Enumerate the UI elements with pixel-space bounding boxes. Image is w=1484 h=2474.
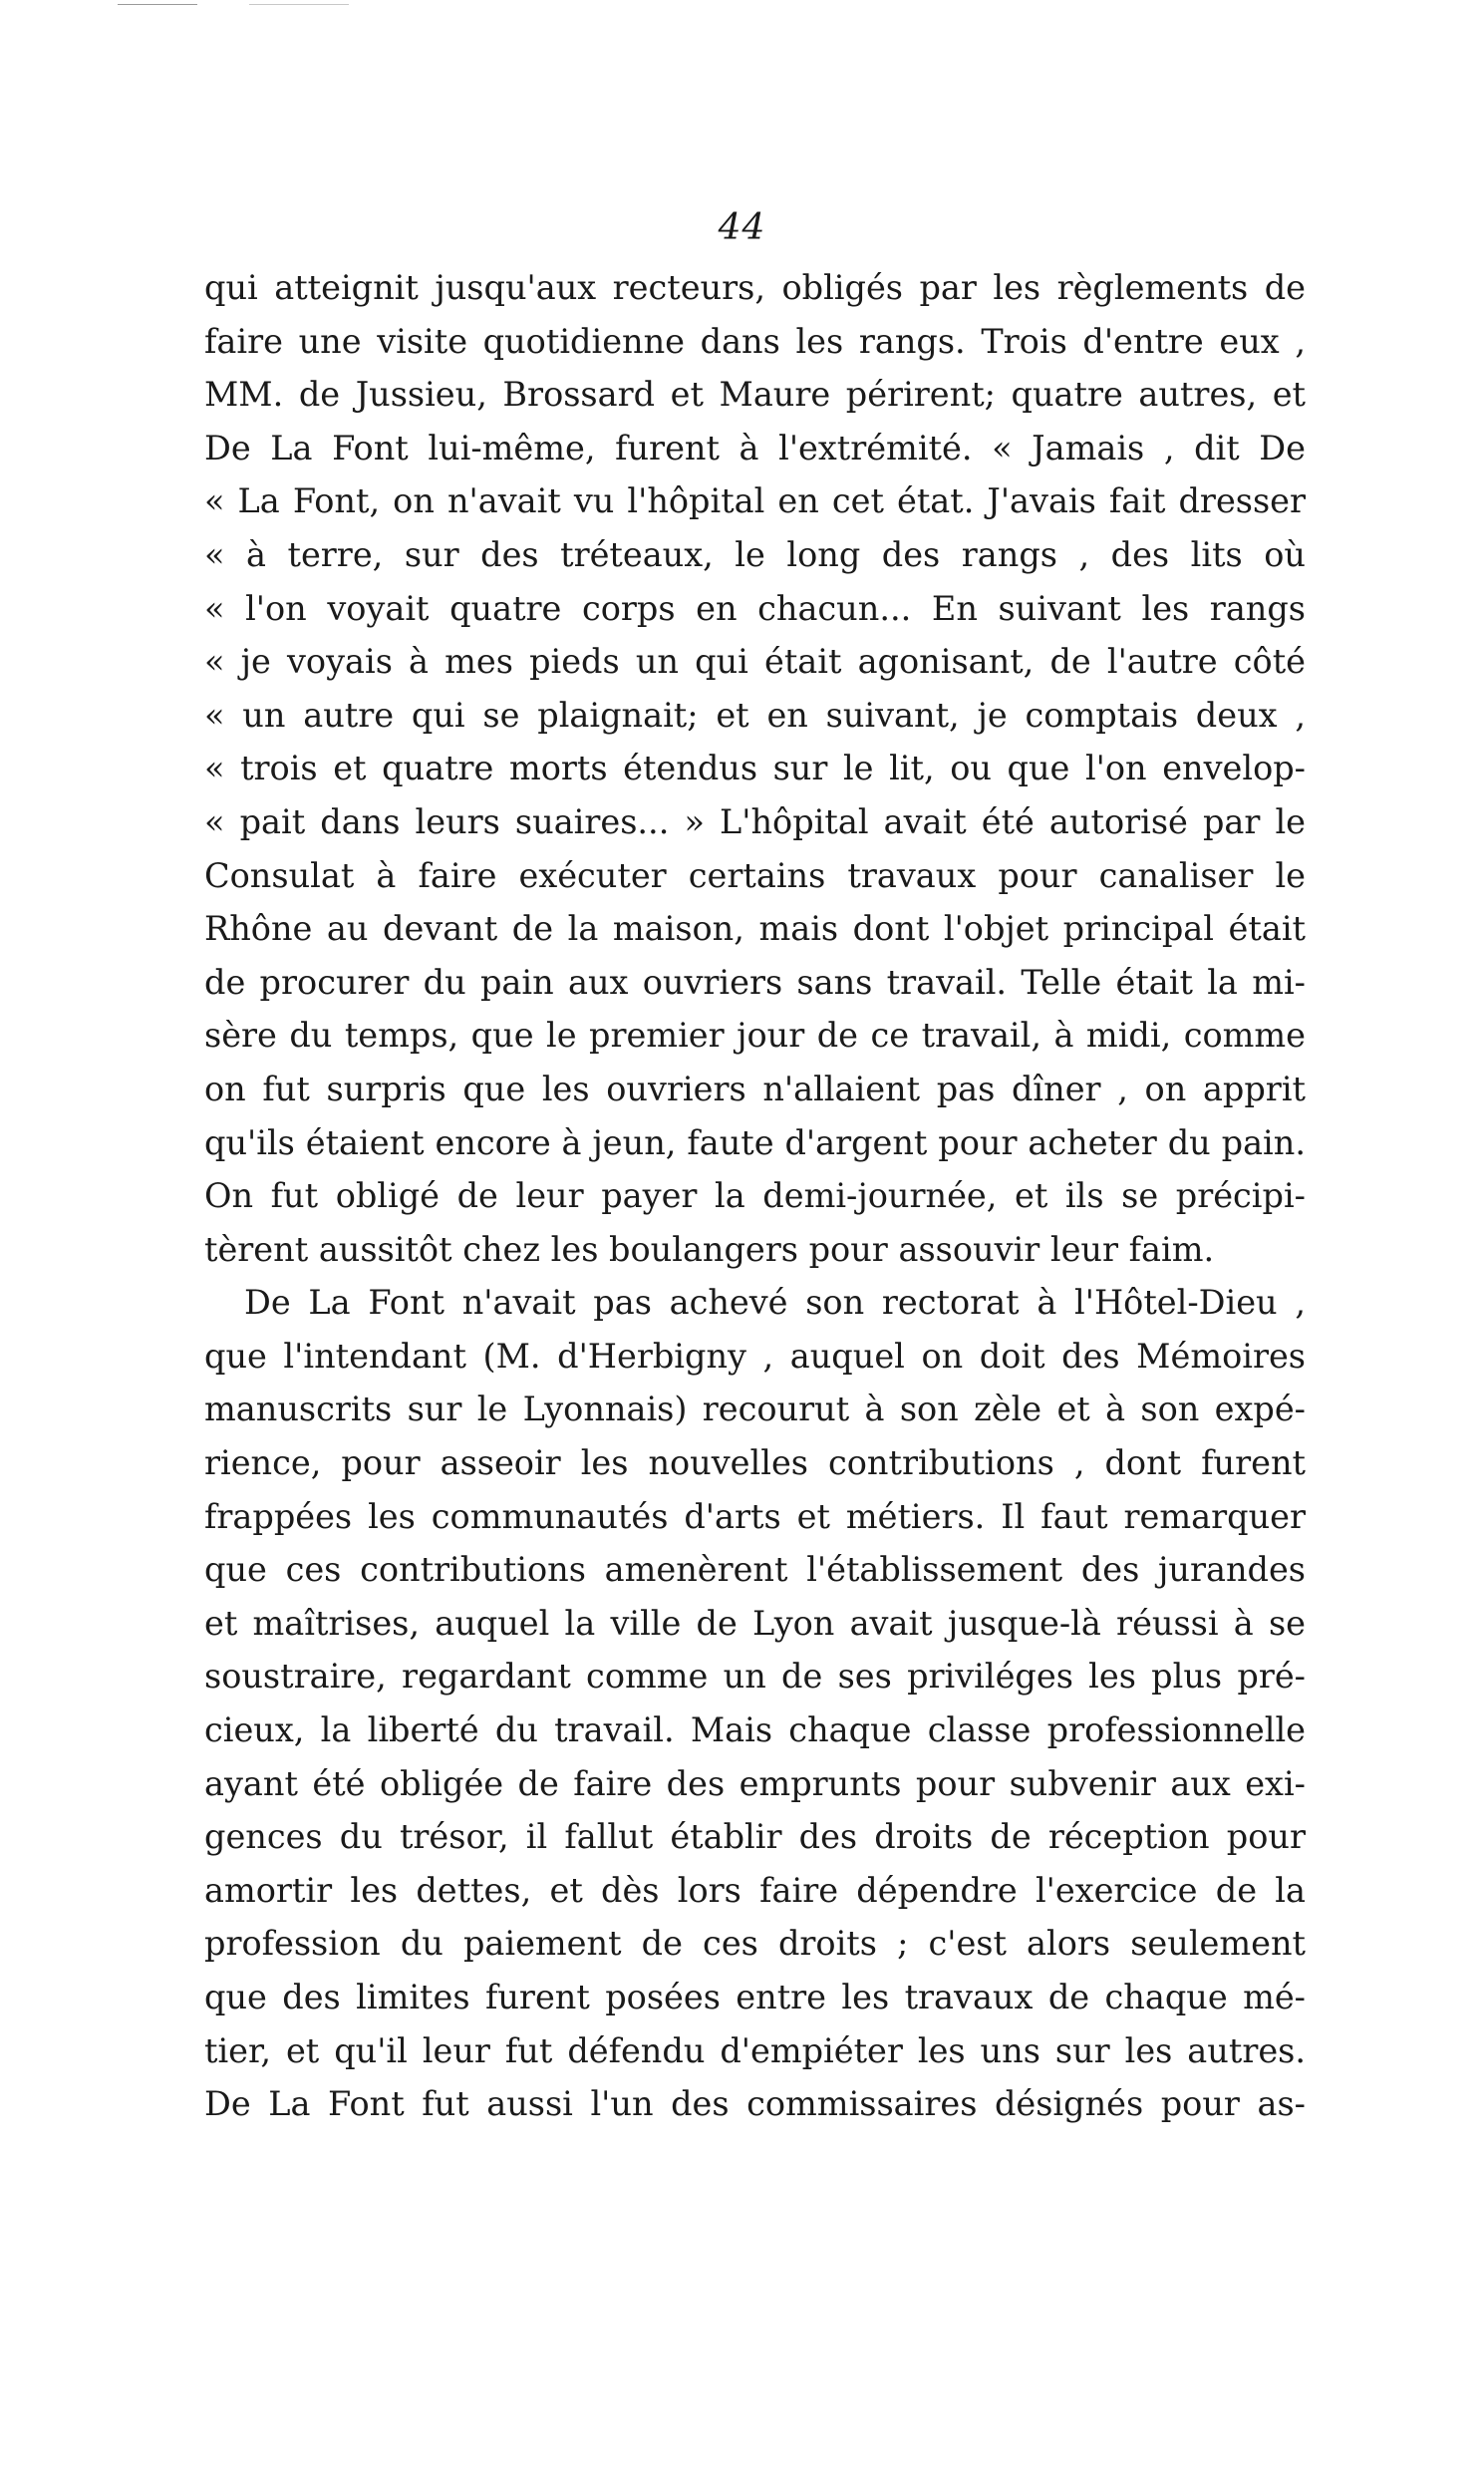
text-line: amortir les dettes, et dès lors faire dépendre l'exercice de la [204, 1870, 1306, 1910]
body-text [204, 261, 1306, 2131]
text-line: gences du trésor, il fallut établir des droits de réception pour [204, 1817, 1306, 1857]
text-line: MM. de Jussieu, Brossard et Maure périrent; quatre autres, et [204, 375, 1306, 415]
text-line: rience, pour asseoir les nouvelles contributions , dont furent [204, 1443, 1306, 1483]
text-line: De La Font n'avait pas achevé son rectorat à l'Hôtel-Dieu , [244, 1283, 1306, 1323]
text-line: profession du paiement de ces droits ; c'est alors seulement [204, 1924, 1306, 1964]
text-line: Consulat à faire exécuter certains travaux pour canaliser le [204, 855, 1306, 895]
text-line: tèrent aussitôt chez les boulangers pour assouvir leur faim. [204, 1229, 1215, 1269]
text-line: On fut obligé de leur payer la demi-journée, et ils se précipi- [204, 1176, 1306, 1216]
text-line: De La Font fut aussi l'un des commissaires désignés pour as- [204, 2084, 1306, 2124]
text-line: soustraire, regardant comme un de ses priviléges les plus pré- [204, 1657, 1306, 1697]
text-line: De La Font lui-même, furent à l'extrémité. « Jamais , dit De [204, 428, 1306, 467]
scan-edge-mark [249, 4, 349, 5]
text-line: faire une visite quotidienne dans les rangs. Trois d'entre eux , [204, 321, 1306, 361]
text-line: « La Font, on n'avait vu l'hôpital en cet état. J'avais fait dresser [204, 481, 1306, 521]
text-line: « l'on voyait quatre corps en chacun... En suivant les rangs [204, 588, 1306, 628]
text-line: que l'intendant (M. d'Herbigny , auquel on doit des Mémoires [204, 1336, 1306, 1376]
text-line: on fut surpris que les ouvriers n'allaient pas dîner , on apprit [204, 1069, 1306, 1108]
scan-edge-mark [118, 4, 197, 5]
text-line: « un autre qui se plaignait; et en suivant, je comptais deux , [204, 695, 1306, 735]
text-line: de procurer du pain aux ouvriers sans travail. Telle était la mi- [204, 962, 1306, 1002]
text-line: « trois et quatre morts étendus sur le lit, ou que l'on envelop- [204, 749, 1306, 788]
text-line: « pait dans leurs suaires... » L'hôpital avait été autorisé par le [204, 801, 1306, 841]
text-line: tier, et qu'il leur fut défendu d'empiéter les uns sur les autres. [204, 2030, 1306, 2070]
text-line: qu'ils étaient encore à jeun, faute d'argent pour acheter du pain. [204, 1122, 1306, 1162]
text-line: que des limites furent posées entre les travaux de chaque mé- [204, 1978, 1306, 2016]
text-line: « je voyais à mes pieds un qui était agonisant, de l'autre côté [204, 642, 1306, 682]
page-number: 44 [718, 207, 766, 248]
text-line: que ces contributions amenèrent l'établissement des jurandes [204, 1550, 1306, 1590]
text-line: manuscrits sur le Lyonnais) recourut à son zèle et à son expé- [204, 1390, 1306, 1429]
text-line: sère du temps, que le premier jour de ce travail, à midi, comme [204, 1016, 1306, 1056]
text-line: et maîtrises, auquel la ville de Lyon avait jusque-là réussi à se [204, 1603, 1306, 1643]
text-line: « à terre, sur des tréteaux, le long des rangs , des lits où [204, 534, 1306, 574]
text-line: frappées les communautés d'arts et métiers. Il faut remarquer [204, 1496, 1306, 1536]
text-line: Rhône au devant de la maison, mais dont l'objet principal était [204, 909, 1306, 949]
text-line: ayant été obligée de faire des emprunts pour subvenir aux exi- [204, 1763, 1306, 1803]
text-line: qui atteignit jusqu'aux recteurs, obligés par les règlements de [204, 268, 1306, 307]
text-line: cieux, la liberté du travail. Mais chaque classe professionnelle [204, 1710, 1306, 1750]
